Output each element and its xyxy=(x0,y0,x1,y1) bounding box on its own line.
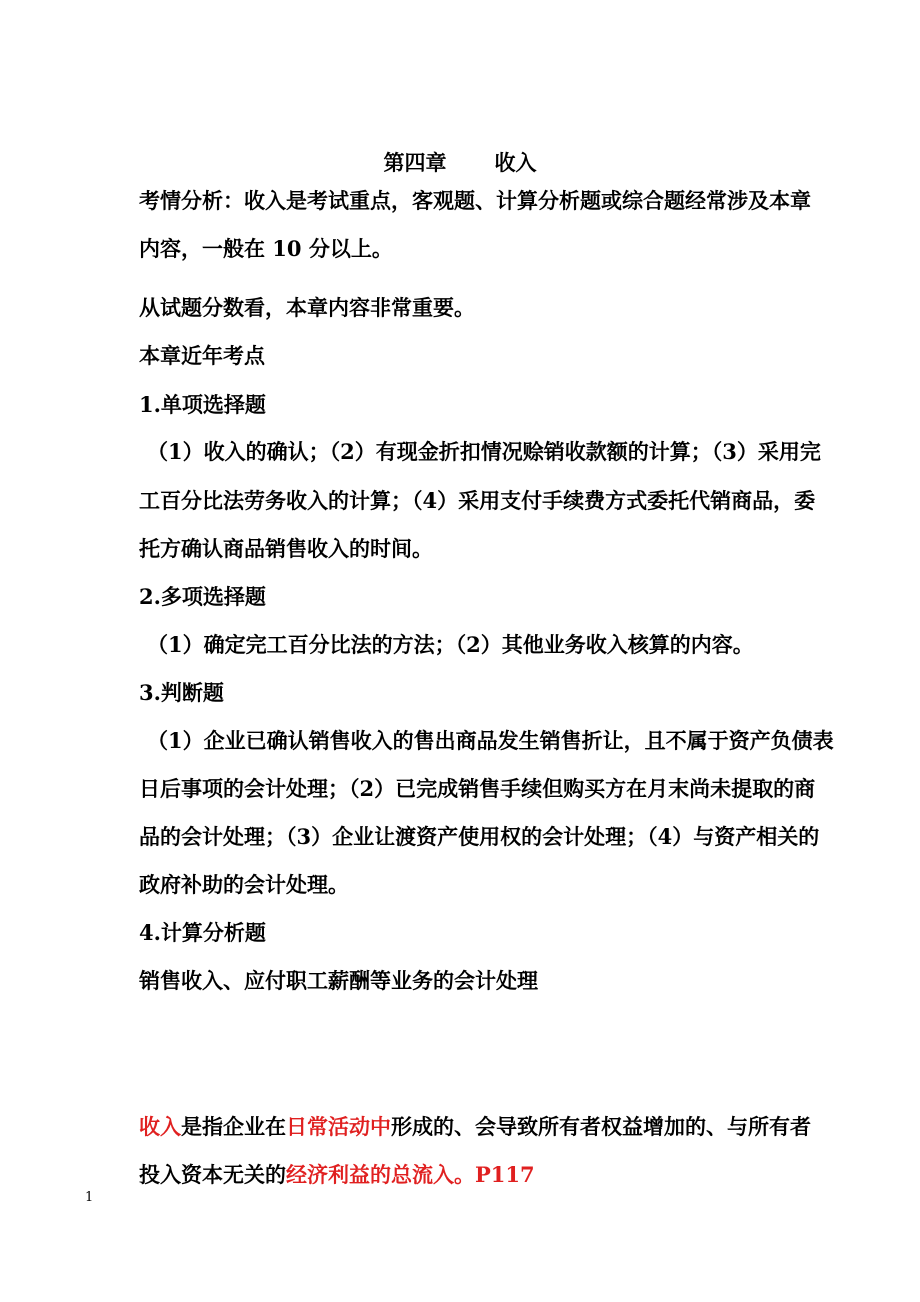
single-choice-line-2: 工百分比法劳务收入的计算；（4）采用支付手续费方式委托代销商品，委 xyxy=(139,488,816,513)
definition-term: 收入 xyxy=(139,1114,181,1139)
chapter-title xyxy=(0,148,920,178)
judgment-line-1: （1）企业已确认销售收入的售出商品发生销售折让，且不属于资产负债表 xyxy=(147,728,834,753)
multiple-choice-line-1: （1）确定完工百分比法的方法；（2）其他业务收入核算的内容。 xyxy=(147,632,754,657)
definition-line-1 xyxy=(139,1112,839,1142)
calculation-heading: 4.计算分析题 xyxy=(139,920,266,945)
single-choice-heading: 1.单项选择题 xyxy=(139,392,266,417)
judgment-heading: 3.判断题 xyxy=(139,680,224,705)
multiple-choice-heading: 2.多项选择题 xyxy=(139,584,266,609)
section-heading: 本章近年考点 xyxy=(139,343,265,368)
single-choice-line-3: 托方确认商品销售收入的时间。 xyxy=(139,536,433,561)
page-number: 1 xyxy=(85,1190,94,1205)
exam-analysis-line-2: 内容，一般在 10 分以上。 xyxy=(139,236,393,261)
definition-line-2 xyxy=(139,1160,839,1190)
exam-analysis-line-1: 考情分析：收入是考试重点，客观题、计算分析题或综合题经常涉及本章 xyxy=(139,188,811,213)
definition-text: 投入资本无关的 xyxy=(139,1162,286,1187)
calculation-line-1: 销售收入、应付职工薪酬等业务的会计处理 xyxy=(139,968,538,993)
judgment-line-4: 政府补助的会计处理。 xyxy=(139,872,349,897)
definition-highlight: 日常活动中 xyxy=(286,1114,391,1139)
judgment-line-3: 品的会计处理；（3）企业让渡资产使用权的会计处理；（4）与资产相关的 xyxy=(139,824,820,849)
chapter-name: 收入 xyxy=(494,150,537,175)
single-choice-line-1: （1）收入的确认；（2）有现金折扣情况赊销收款额的计算；（3）采用完 xyxy=(147,439,821,464)
definition-highlight: 经济利益的总流入。P117 xyxy=(286,1162,535,1187)
judgment-line-2: 日后事项的会计处理；（2）已完成销售手续但购买方在月末尚未提取的商 xyxy=(139,776,816,801)
definition-text: 形成的、会导致所有者权益增加的、与所有者 xyxy=(391,1114,811,1139)
definition-text: 是指企业在 xyxy=(181,1114,286,1139)
importance-line: 从试题分数看，本章内容非常重要。 xyxy=(139,295,475,320)
chapter-number: 第四章 xyxy=(383,150,447,175)
